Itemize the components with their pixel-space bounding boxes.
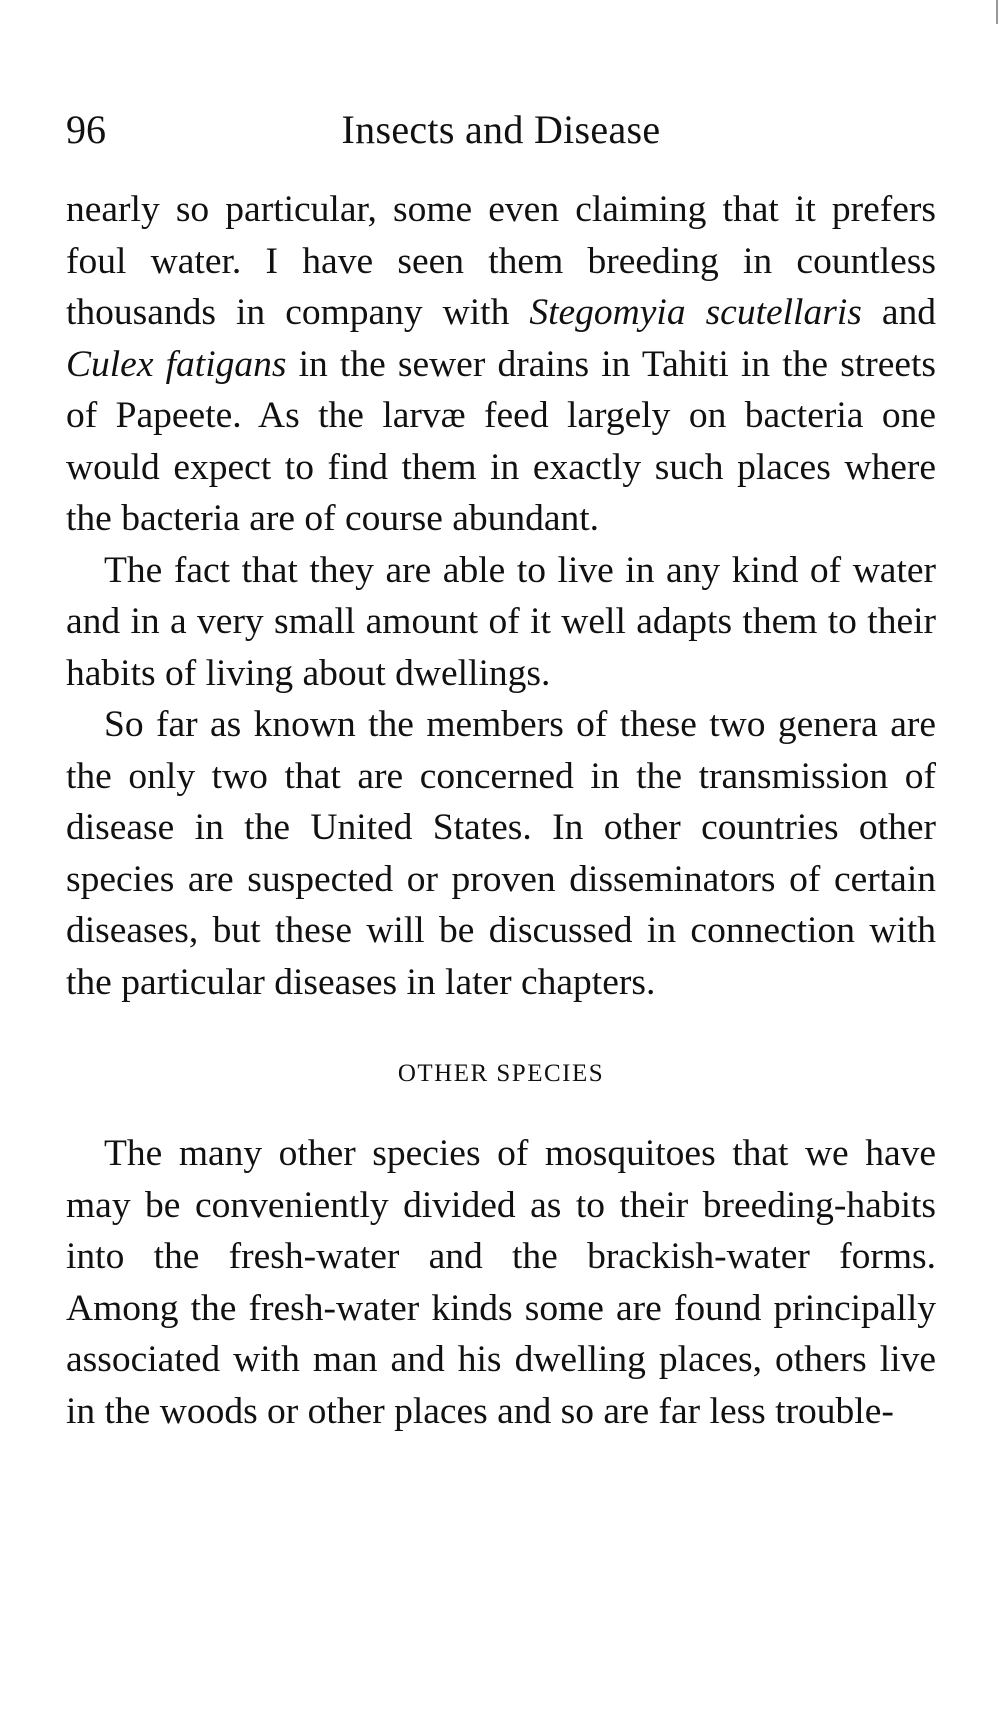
page-edge-mark xyxy=(996,0,998,24)
paragraph-continued xyxy=(66,184,936,545)
paragraph-text: and xyxy=(861,292,936,333)
page-body xyxy=(66,184,936,1437)
running-title: Insects and Disease xyxy=(341,107,661,152)
species-name: Stegomyia scutellaris xyxy=(529,292,862,333)
species-name: Culex fatigans xyxy=(66,343,287,385)
paragraph: The fact that they are able to live in any kind of water and in a very small amount of it well adapts them to their habits of living about dwellings. xyxy=(66,549,936,694)
paragraph-text: nearly so particular, some even claiming that it prefers foul water. I have seen them breeding in countless thousands in company with xyxy=(66,189,936,333)
page-header xyxy=(66,100,936,160)
page-number: 96 xyxy=(66,107,106,152)
paragraph: So far as known the members of these two genera are the only two that are concerned in the transmission of disease in the United States. In other countries other species are suspected or proven disseminators of certain diseases, but these will be discussed in connection with the particular diseases in later chapters. xyxy=(66,704,936,1003)
paragraph: The many other species of mosquitoes that we have may be conveniently divided as to their breeding-habits into the fresh-water and the brackish-water forms. Among the fresh-water kinds some are found principally associated with man and his dwelling places, others live in the woods or other places and so are far less trouble- xyxy=(66,1133,936,1432)
section-heading: OTHER SPECIES xyxy=(397,1060,605,1087)
paragraph-text: in the sewer drains in Tahiti in the streets of Papeete. As the larvæ feed largely on bacteria one would expect to find them in exactly such places where the bacteria are of course abundant. xyxy=(66,343,936,539)
